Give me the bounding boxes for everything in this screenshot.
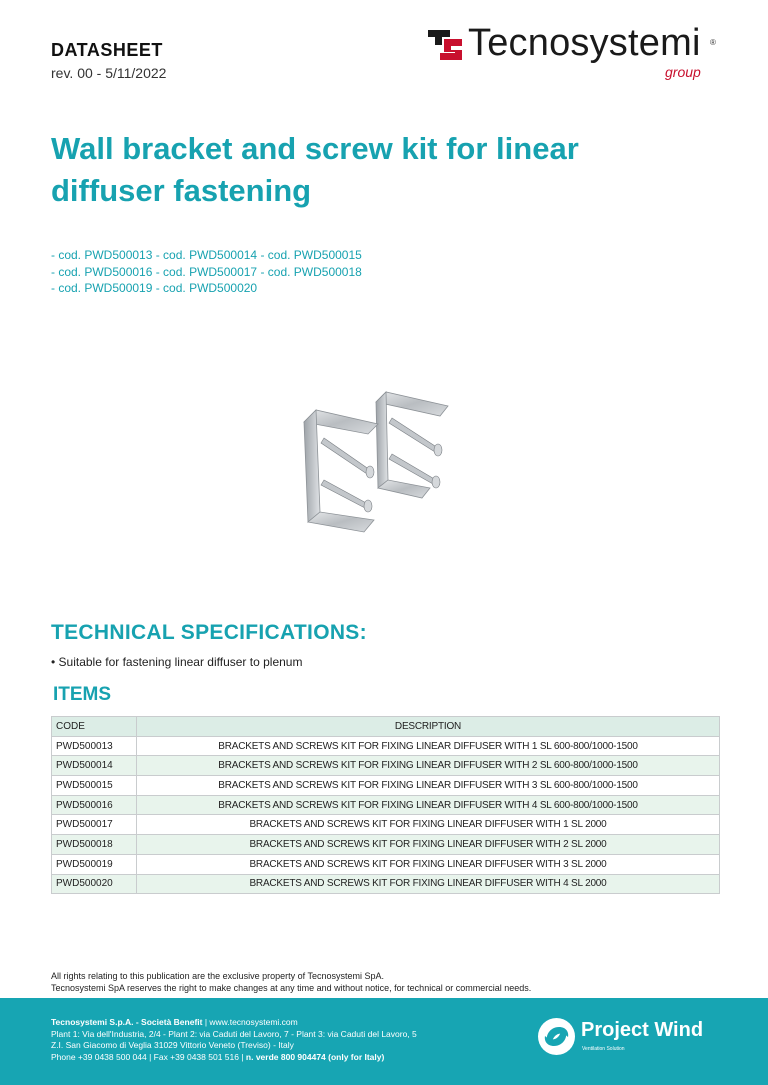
- table-row: [52, 835, 720, 855]
- column-header-code: CODE: [52, 717, 137, 737]
- technical-specifications-heading: TECHNICAL SPECIFICATIONS:: [51, 621, 367, 644]
- item-code: PWD500018: [52, 835, 137, 855]
- table-row: [52, 815, 720, 835]
- codes-line: - cod. PWD500019 - cod. PWD500020: [51, 281, 258, 295]
- tecnosystemi-logo-icon: [428, 30, 462, 60]
- table-row: [52, 736, 720, 756]
- table-row: [52, 854, 720, 874]
- table-row: [52, 776, 720, 796]
- tecnosystemi-logo: [428, 22, 728, 84]
- rights-notice: [51, 971, 531, 994]
- project-wind-name: Project Wind: [581, 1019, 704, 1041]
- logo-group-label: group: [665, 64, 701, 80]
- footer-contact: [51, 1017, 417, 1063]
- items-heading: ITEMS: [53, 684, 112, 705]
- table-row: [52, 795, 720, 815]
- project-wind-tagline: Ventilation Solution: [582, 1046, 625, 1052]
- separator: |: [238, 1051, 246, 1062]
- logo-wordmark: Tecnosystemi: [468, 22, 701, 64]
- page-title: Wall bracket and screw kit for linear diffuser fastening: [51, 131, 579, 208]
- item-description: BRACKETS AND SCREWS KIT FOR FIXING LINEAR DIFFUSER WITH 4 SL 600-800/1000-1500: [137, 795, 720, 815]
- table-header-row: [52, 717, 720, 737]
- table-row: [52, 756, 720, 776]
- rights-line: All rights relating to this publication are the exclusive property of Tecnosystemi SpA.: [51, 971, 384, 981]
- item-code: PWD500016: [52, 795, 137, 815]
- website-link[interactable]: www.tecnosystemi.com: [209, 1017, 298, 1027]
- item-description: BRACKETS AND SCREWS KIT FOR FIXING LINEAR DIFFUSER WITH 2 SL 600-800/1000-1500: [137, 756, 720, 776]
- phone-number: Phone +39 0438 500 044: [51, 1051, 147, 1062]
- project-wind-icon: [538, 1018, 575, 1055]
- codes-line: - cod. PWD500016 - cod. PWD500017 - cod. PWD500018: [51, 264, 362, 279]
- item-description: BRACKETS AND SCREWS KIT FOR FIXING LINEAR DIFFUSER WITH 2 SL 2000: [137, 835, 720, 855]
- doc-type-label: DATASHEET: [51, 40, 163, 60]
- item-code: PWD500014: [52, 756, 137, 776]
- product-codes: [51, 247, 362, 297]
- item-description: BRACKETS AND SCREWS KIT FOR FIXING LINEAR DIFFUSER WITH 1 SL 600-800/1000-1500: [137, 736, 720, 756]
- document-header: [51, 40, 166, 81]
- product-photo: [296, 388, 456, 536]
- toll-free-number: n. verde 800 904474 (only for Italy): [245, 1051, 385, 1062]
- revision-label: rev. 00 - 5/11/2022: [51, 65, 167, 81]
- plants-address: Plant 1: Via dell'Industria, 2/4 - Plant 2: via Caduti del Lavoro, 7 - Plant 3: via Caduti del Lavoro, 5: [51, 1028, 417, 1039]
- item-code: PWD500019: [52, 854, 137, 874]
- fax-number: Fax +39 0438 501 516: [153, 1051, 239, 1062]
- item-code: PWD500015: [52, 776, 137, 796]
- separator: |: [202, 1017, 210, 1027]
- footer-line: [51, 1017, 417, 1029]
- item-code: PWD500020: [52, 874, 137, 894]
- item-code: PWD500017: [52, 815, 137, 835]
- item-description: BRACKETS AND SCREWS KIT FOR FIXING LINEAR DIFFUSER WITH 4 SL 2000: [137, 874, 720, 894]
- items-table: [51, 716, 720, 894]
- item-description: BRACKETS AND SCREWS KIT FOR FIXING LINEAR DIFFUSER WITH 1 SL 2000: [137, 815, 720, 835]
- separator: |: [146, 1051, 154, 1062]
- postal-address: Z.I. San Giacomo di Veglia 31029 Vittorio Veneto (Treviso) - Italy: [51, 1040, 294, 1051]
- project-wind-logo: [538, 1018, 728, 1058]
- item-description: BRACKETS AND SCREWS KIT FOR FIXING LINEAR DIFFUSER WITH 3 SL 2000: [137, 854, 720, 874]
- footer: [0, 998, 768, 1085]
- table-row: [52, 874, 720, 894]
- spec-item: • Suitable for fastening linear diffuser to plenum: [51, 655, 303, 669]
- registered-mark: ®: [710, 38, 716, 47]
- company-name: Tecnosystemi S.p.A. - Società Benefit: [51, 1017, 203, 1027]
- footer-line: [51, 1052, 417, 1064]
- column-header-description: DESCRIPTION: [137, 717, 720, 737]
- item-description: BRACKETS AND SCREWS KIT FOR FIXING LINEAR DIFFUSER WITH 3 SL 600-800/1000-1500: [137, 776, 720, 796]
- rights-line: Tecnosystemi SpA reserves the right to make changes at any time and without notice, for technical or commercial needs.: [51, 982, 532, 993]
- codes-line: - cod. PWD500013 - cod. PWD500014 - cod. PWD500015: [51, 248, 362, 262]
- item-code: PWD500013: [52, 736, 137, 756]
